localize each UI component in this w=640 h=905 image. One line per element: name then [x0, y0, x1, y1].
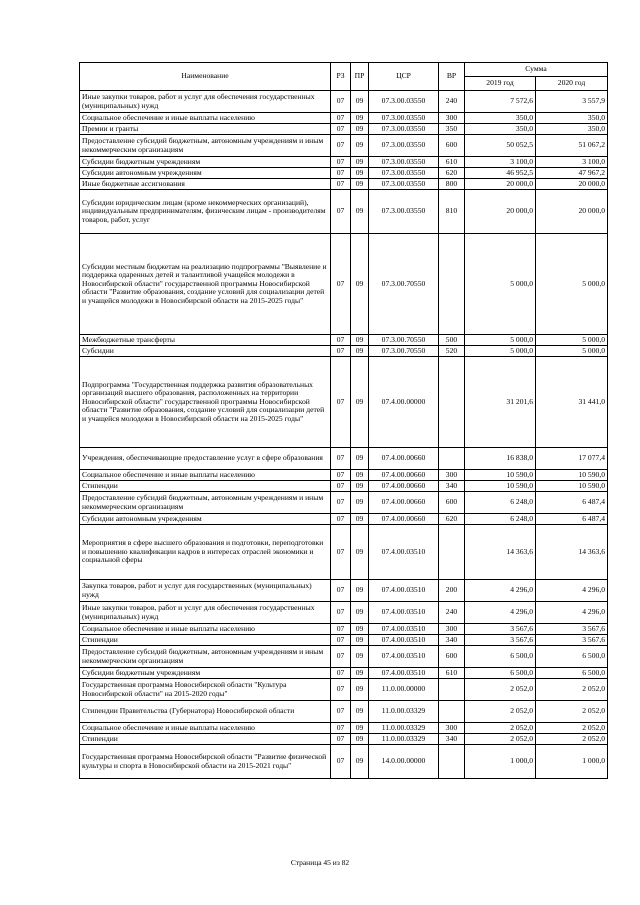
- cell-rz: 07: [331, 635, 351, 646]
- table-row: [80, 635, 608, 646]
- cell-pr: 09: [351, 346, 369, 357]
- cell-vr: [439, 448, 465, 470]
- cell-name: Государственная программа Новосибирской области "Развитие физической культуры и спорта в Новосибирской области на 2015-2021 годы": [80, 745, 331, 779]
- cell-csr: 11.0.00.00000: [369, 679, 439, 701]
- cell-csr: 07.3.00.03550: [369, 157, 439, 168]
- table-row: [80, 234, 608, 335]
- cell-rz: 07: [331, 113, 351, 124]
- cell-sum-2020: 5 000,0: [536, 335, 608, 346]
- cell-sum-2020: 47 967,2: [536, 168, 608, 179]
- cell-sum-2019: 4 296,0: [465, 602, 536, 624]
- cell-sum-2020: 5 000,0: [536, 234, 608, 335]
- table-row: [80, 492, 608, 514]
- cell-name: Субсидии бюджетным учреждениям: [80, 668, 331, 679]
- table-row: [80, 668, 608, 679]
- cell-rz: 07: [331, 646, 351, 668]
- cell-name: Подпрограмма "Государственная поддержка развития образовательных организаций высшего образования, расположенных на территории Новосибирской области" государственной программы Новосибирской области "Развитие образования, создание условий для социализации детей и учащейся молодежи в Новосибирской области на 2015-2025 годы": [80, 357, 331, 448]
- cell-vr: 810: [439, 190, 465, 234]
- cell-rz: 07: [331, 723, 351, 734]
- cell-vr: 500: [439, 335, 465, 346]
- cell-pr: 09: [351, 124, 369, 135]
- cell-pr: 09: [351, 734, 369, 745]
- header-csr: ЦСР: [369, 63, 439, 91]
- cell-name: Иные закупки товаров, работ и услуг для обеспечения государственных (муниципальных) нужд: [80, 602, 331, 624]
- cell-name: Субсидии местным бюджетам на реализацию подпрограммы "Выявление и поддержка одаренных детей и талантливой учащейся молодежи в Новосибирской области" государственной программы Новосибирской области "Развитие образования, создание условий для социализации детей и учащейся молодежи в Новосибирской области на 2015-2025 годы": [80, 234, 331, 335]
- header-rz: РЗ: [331, 63, 351, 91]
- cell-rz: 07: [331, 745, 351, 779]
- cell-name: Иные закупки товаров, работ и услуг для обеспечения государственных (муниципальных) нужд: [80, 91, 331, 113]
- table-row: [80, 701, 608, 723]
- cell-name: Закупка товаров, работ и услуг для государственных (муниципальных) нужд: [80, 580, 331, 602]
- cell-rz: 07: [331, 234, 351, 335]
- cell-vr: 240: [439, 602, 465, 624]
- cell-rz: 07: [331, 168, 351, 179]
- table-row: [80, 679, 608, 701]
- cell-vr: 620: [439, 514, 465, 525]
- cell-rz: 07: [331, 346, 351, 357]
- cell-sum-2020: 3 557,9: [536, 91, 608, 113]
- cell-rz: 07: [331, 668, 351, 679]
- table-row: [80, 514, 608, 525]
- cell-name: Стипендии: [80, 734, 331, 745]
- cell-rz: 07: [331, 602, 351, 624]
- cell-rz: 07: [331, 701, 351, 723]
- header-pr: ПР: [351, 63, 369, 91]
- cell-rz: 07: [331, 124, 351, 135]
- cell-pr: 09: [351, 168, 369, 179]
- table-row: [80, 168, 608, 179]
- cell-name: Стипендии Правительства (Губернатора) Новосибирской области: [80, 701, 331, 723]
- cell-sum-2020: 350,0: [536, 124, 608, 135]
- cell-csr: 11.0.00.03329: [369, 723, 439, 734]
- cell-sum-2020: 31 441,0: [536, 357, 608, 448]
- cell-csr: 07.3.00.70550: [369, 346, 439, 357]
- cell-pr: 09: [351, 624, 369, 635]
- cell-name: Социальное обеспечение и иные выплаты населению: [80, 624, 331, 635]
- table-row: [80, 525, 608, 580]
- cell-vr: [439, 525, 465, 580]
- cell-vr: [439, 357, 465, 448]
- cell-csr: 07.4.00.03510: [369, 668, 439, 679]
- cell-csr: 07.3.00.03550: [369, 190, 439, 234]
- cell-vr: 600: [439, 492, 465, 514]
- cell-pr: 09: [351, 646, 369, 668]
- cell-csr: 07.3.00.03550: [369, 91, 439, 113]
- cell-pr: 09: [351, 234, 369, 335]
- cell-csr: 07.4.00.00000: [369, 357, 439, 448]
- cell-pr: 09: [351, 492, 369, 514]
- cell-name: Мероприятия в сфере высшего образования и подготовки, переподготовки и повышению квалификации кадров в интересах отраслей экономики и социальной сферы: [80, 525, 331, 580]
- cell-pr: 09: [351, 723, 369, 734]
- cell-sum-2019: 2 052,0: [465, 723, 536, 734]
- cell-name: Социальное обеспечение и иные выплаты населению: [80, 113, 331, 124]
- cell-sum-2020: 2 052,0: [536, 679, 608, 701]
- table-row: [80, 448, 608, 470]
- cell-vr: 340: [439, 635, 465, 646]
- cell-pr: 09: [351, 357, 369, 448]
- cell-sum-2019: 3 567,6: [465, 635, 536, 646]
- cell-pr: 09: [351, 157, 369, 168]
- cell-csr: 07.4.00.00660: [369, 514, 439, 525]
- cell-name: Стипендии: [80, 635, 331, 646]
- cell-csr: 07.3.00.03550: [369, 135, 439, 157]
- cell-csr: 07.3.00.03550: [369, 168, 439, 179]
- cell-sum-2020: 4 296,0: [536, 602, 608, 624]
- cell-csr: 07.4.00.03510: [369, 624, 439, 635]
- table-row: [80, 124, 608, 135]
- cell-sum-2020: 6 487,4: [536, 514, 608, 525]
- cell-pr: 09: [351, 135, 369, 157]
- cell-sum-2020: 4 296,0: [536, 580, 608, 602]
- cell-rz: 07: [331, 492, 351, 514]
- cell-sum-2020: 3 100,0: [536, 157, 608, 168]
- table-row: [80, 481, 608, 492]
- table-row: [80, 113, 608, 124]
- table-row: [80, 157, 608, 168]
- cell-rz: 07: [331, 679, 351, 701]
- cell-sum-2020: 17 077,4: [536, 448, 608, 470]
- cell-sum-2019: 6 248,0: [465, 492, 536, 514]
- cell-rz: 07: [331, 514, 351, 525]
- cell-sum-2020: 2 052,0: [536, 734, 608, 745]
- cell-rz: 07: [331, 580, 351, 602]
- cell-vr: 300: [439, 113, 465, 124]
- table-row: [80, 91, 608, 113]
- cell-name: Стипендии: [80, 481, 331, 492]
- cell-sum-2020: 5 000,0: [536, 346, 608, 357]
- cell-csr: 07.4.00.00660: [369, 481, 439, 492]
- cell-sum-2019: 20 000,0: [465, 190, 536, 234]
- cell-rz: 07: [331, 135, 351, 157]
- header-sum: Сумма: [465, 63, 608, 77]
- cell-sum-2019: 3 100,0: [465, 157, 536, 168]
- cell-vr: 300: [439, 624, 465, 635]
- cell-csr: 07.4.00.03510: [369, 602, 439, 624]
- cell-vr: 300: [439, 723, 465, 734]
- cell-sum-2019: 350,0: [465, 124, 536, 135]
- cell-vr: 240: [439, 91, 465, 113]
- cell-sum-2020: 14 363,6: [536, 525, 608, 580]
- cell-rz: 07: [331, 525, 351, 580]
- cell-name: Субсидии автономным учреждениям: [80, 168, 331, 179]
- table-row: [80, 190, 608, 234]
- cell-sum-2019: 10 590,0: [465, 470, 536, 481]
- cell-name: Субсидии юридическим лицам (кроме некоммерческих организаций), индивидуальным предпринимателям, физическим лицам - производителям товаров, работ, услуг: [80, 190, 331, 234]
- cell-vr: 340: [439, 481, 465, 492]
- table-row: [80, 745, 608, 779]
- cell-sum-2019: 7 572,6: [465, 91, 536, 113]
- cell-rz: 07: [331, 179, 351, 190]
- cell-name: Учреждения, обеспечивающие предоставление услуг в сфере образования: [80, 448, 331, 470]
- cell-csr: 07.4.00.03510: [369, 525, 439, 580]
- cell-pr: 09: [351, 525, 369, 580]
- cell-vr: 600: [439, 646, 465, 668]
- cell-sum-2019: 1 000,0: [465, 745, 536, 779]
- cell-sum-2020: 10 590,0: [536, 470, 608, 481]
- cell-name: Предоставление субсидий бюджетным, автономным учреждениям и иным некоммерческим организациям: [80, 646, 331, 668]
- cell-sum-2020: 20 000,0: [536, 190, 608, 234]
- cell-csr: 07.3.00.03550: [369, 179, 439, 190]
- cell-sum-2019: 16 838,0: [465, 448, 536, 470]
- cell-sum-2019: 6 500,0: [465, 668, 536, 679]
- cell-name: Иные бюджетные ассигнования: [80, 179, 331, 190]
- cell-vr: 300: [439, 470, 465, 481]
- cell-rz: 07: [331, 157, 351, 168]
- cell-pr: 09: [351, 470, 369, 481]
- table-row: [80, 179, 608, 190]
- cell-csr: 07.4.00.03510: [369, 580, 439, 602]
- cell-pr: 09: [351, 668, 369, 679]
- cell-sum-2019: 50 052,5: [465, 135, 536, 157]
- cell-name: Предоставление субсидий бюджетным, автономным учреждениям и иным некоммерческим организациям: [80, 135, 331, 157]
- cell-rz: 07: [331, 448, 351, 470]
- cell-rz: 07: [331, 470, 351, 481]
- cell-sum-2019: 14 363,6: [465, 525, 536, 580]
- cell-sum-2020: 1 000,0: [536, 745, 608, 779]
- cell-sum-2020: 6 500,0: [536, 646, 608, 668]
- cell-name: Государственная программа Новосибирской области "Культура Новосибирской области" на 2015-2020 годы": [80, 679, 331, 701]
- cell-name: Субсидии бюджетным учреждениям: [80, 157, 331, 168]
- cell-sum-2019: 5 000,0: [465, 234, 536, 335]
- cell-vr: [439, 679, 465, 701]
- cell-sum-2019: 2 052,0: [465, 734, 536, 745]
- cell-csr: 07.3.00.70550: [369, 335, 439, 346]
- cell-csr: 14.0.00.00000: [369, 745, 439, 779]
- cell-name: Субсидии автономным учреждениям: [80, 514, 331, 525]
- table-row: [80, 646, 608, 668]
- cell-name: Премии и гранты: [80, 124, 331, 135]
- cell-sum-2020: 3 567,6: [536, 624, 608, 635]
- cell-pr: 09: [351, 179, 369, 190]
- cell-sum-2019: 31 201,6: [465, 357, 536, 448]
- cell-sum-2020: 20 000,0: [536, 179, 608, 190]
- cell-csr: 07.3.00.03550: [369, 113, 439, 124]
- cell-sum-2020: 2 052,0: [536, 723, 608, 734]
- cell-vr: [439, 234, 465, 335]
- cell-pr: 09: [351, 113, 369, 124]
- cell-csr: 07.4.00.03510: [369, 635, 439, 646]
- cell-csr: 07.4.00.03510: [369, 646, 439, 668]
- cell-sum-2020: 350,0: [536, 113, 608, 124]
- cell-rz: 07: [331, 481, 351, 492]
- cell-vr: 800: [439, 179, 465, 190]
- cell-csr: 07.4.00.00660: [369, 470, 439, 481]
- budget-table: [79, 62, 608, 779]
- cell-csr: 07.4.00.00660: [369, 448, 439, 470]
- cell-sum-2019: 46 952,5: [465, 168, 536, 179]
- cell-vr: [439, 745, 465, 779]
- cell-pr: 09: [351, 91, 369, 113]
- cell-pr: 09: [351, 679, 369, 701]
- cell-name: Социальное обеспечение и иные выплаты населению: [80, 723, 331, 734]
- cell-pr: 09: [351, 745, 369, 779]
- table-row: [80, 734, 608, 745]
- cell-rz: 07: [331, 190, 351, 234]
- header-name: Наименование: [80, 63, 331, 91]
- cell-vr: 610: [439, 668, 465, 679]
- cell-sum-2019: 10 590,0: [465, 481, 536, 492]
- cell-vr: 340: [439, 734, 465, 745]
- cell-sum-2020: 3 567,6: [536, 635, 608, 646]
- cell-pr: 09: [351, 514, 369, 525]
- table-row: [80, 580, 608, 602]
- cell-name: Предоставление субсидий бюджетным, автономным учреждениям и иным некоммерческим организациям: [80, 492, 331, 514]
- cell-sum-2020: 2 052,0: [536, 701, 608, 723]
- cell-sum-2019: 2 052,0: [465, 679, 536, 701]
- table-row: [80, 624, 608, 635]
- cell-pr: 09: [351, 335, 369, 346]
- cell-vr: 600: [439, 135, 465, 157]
- cell-csr: 07.3.00.03550: [369, 124, 439, 135]
- table-row: [80, 346, 608, 357]
- cell-sum-2019: 350,0: [465, 113, 536, 124]
- cell-sum-2019: 5 000,0: [465, 346, 536, 357]
- cell-pr: 09: [351, 448, 369, 470]
- cell-pr: 09: [351, 190, 369, 234]
- cell-name: Межбюджетные трансферты: [80, 335, 331, 346]
- table-row: [80, 335, 608, 346]
- cell-vr: 200: [439, 580, 465, 602]
- cell-sum-2019: 6 500,0: [465, 646, 536, 668]
- cell-rz: 07: [331, 357, 351, 448]
- cell-rz: 07: [331, 91, 351, 113]
- cell-vr: 350: [439, 124, 465, 135]
- cell-sum-2019: 3 567,6: [465, 624, 536, 635]
- cell-csr: 07.3.00.70550: [369, 234, 439, 335]
- table-body: [80, 91, 608, 779]
- header-2019: 2019 год: [465, 77, 536, 91]
- cell-rz: 07: [331, 624, 351, 635]
- header-vr: ВР: [439, 63, 465, 91]
- cell-vr: 620: [439, 168, 465, 179]
- table-row: [80, 470, 608, 481]
- cell-pr: 09: [351, 602, 369, 624]
- cell-sum-2019: 4 296,0: [465, 580, 536, 602]
- page-footer: Страница 45 из 82: [290, 858, 350, 867]
- cell-sum-2019: 5 000,0: [465, 335, 536, 346]
- table-row: [80, 357, 608, 448]
- cell-sum-2020: 51 067,2: [536, 135, 608, 157]
- cell-csr: 07.4.00.00660: [369, 492, 439, 514]
- table-row: [80, 602, 608, 624]
- cell-pr: 09: [351, 481, 369, 492]
- cell-sum-2020: 6 500,0: [536, 668, 608, 679]
- table-row: [80, 135, 608, 157]
- cell-csr: 11.0.00.03329: [369, 734, 439, 745]
- cell-name: Субсидии: [80, 346, 331, 357]
- cell-csr: 11.0.00.03329: [369, 701, 439, 723]
- cell-sum-2020: 10 590,0: [536, 481, 608, 492]
- cell-rz: 07: [331, 734, 351, 745]
- cell-sum-2020: 6 487,4: [536, 492, 608, 514]
- cell-sum-2019: 20 000,0: [465, 179, 536, 190]
- cell-pr: 09: [351, 635, 369, 646]
- cell-pr: 09: [351, 701, 369, 723]
- table-row: [80, 723, 608, 734]
- cell-vr: 520: [439, 346, 465, 357]
- cell-rz: 07: [331, 335, 351, 346]
- header-2020: 2020 год: [536, 77, 608, 91]
- cell-vr: [439, 701, 465, 723]
- cell-vr: 610: [439, 157, 465, 168]
- cell-name: Социальное обеспечение и иные выплаты населению: [80, 470, 331, 481]
- cell-pr: 09: [351, 580, 369, 602]
- cell-sum-2019: 2 052,0: [465, 701, 536, 723]
- cell-sum-2019: 6 248,0: [465, 514, 536, 525]
